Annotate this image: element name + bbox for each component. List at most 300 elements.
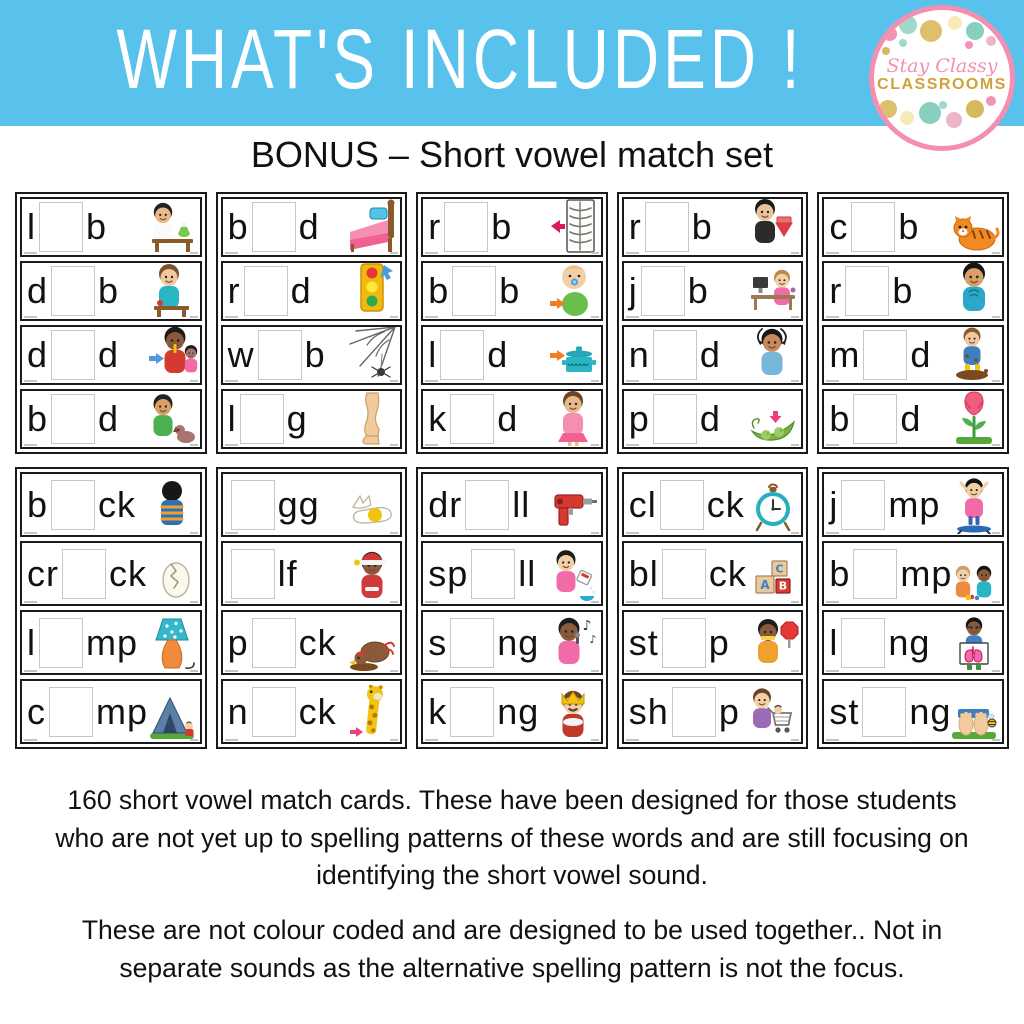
card-group — [617, 467, 809, 749]
missing-vowel-box — [853, 394, 897, 444]
logo-dot — [986, 36, 996, 46]
card-fine-print — [225, 316, 238, 319]
missing-vowel-box — [39, 618, 83, 668]
card-coda-letters: g — [286, 398, 308, 439]
word-card — [822, 610, 1004, 675]
card-coda-letters: ck — [298, 690, 337, 732]
logo-dot — [900, 111, 914, 125]
svg-text:♪: ♪ — [582, 618, 592, 634]
missing-vowel-box — [845, 266, 889, 316]
card-fine-print — [626, 380, 639, 383]
card-onset-letters: l — [829, 621, 839, 663]
card-fine-print — [425, 252, 438, 255]
card-onset-letters: k — [428, 690, 448, 732]
girl-at-computer-desk-icon — [747, 262, 799, 318]
card-coda-letters: ng — [497, 621, 540, 663]
word-card — [20, 610, 202, 675]
word-card — [622, 541, 804, 606]
bonus-set-subtitle: BONUS – Short vowel match set — [250, 134, 774, 175]
missing-vowel-box — [252, 202, 296, 252]
card-coda-letters: ck — [109, 552, 147, 594]
brand-logo — [869, 5, 1015, 151]
card-group — [817, 192, 1009, 454]
lamp-icon — [146, 616, 198, 672]
card-onset-letters: m — [829, 334, 861, 375]
girl-jumping-trampoline-icon — [948, 478, 1000, 534]
card-fine-print — [591, 316, 599, 319]
card-fine-print — [992, 532, 1000, 535]
logo-dot — [919, 102, 941, 124]
card-fine-print — [626, 670, 639, 673]
card-fine-print — [826, 670, 839, 673]
logo-dot — [920, 20, 942, 42]
feet-bee-sting-icon — [948, 685, 1000, 741]
word-card — [421, 541, 603, 606]
missing-vowel-box — [240, 394, 284, 444]
word-card — [221, 541, 403, 606]
card-onset-letters: j — [628, 270, 638, 311]
card-fine-print — [24, 739, 37, 742]
missing-vowel-box — [662, 618, 706, 668]
missing-vowel-box — [653, 330, 697, 380]
card-fine-print — [425, 316, 438, 319]
card-fine-print — [826, 532, 839, 535]
spider-web-icon — [346, 326, 398, 382]
card-coda-letters: d — [290, 270, 312, 311]
elf-girl-icon — [346, 547, 398, 603]
card-onset-letters: b — [829, 552, 851, 594]
missing-vowel-box — [440, 330, 484, 380]
card-onset-letters: b — [829, 398, 851, 439]
card-coda-letters: b — [98, 270, 120, 311]
card-coda-letters: d — [298, 206, 320, 247]
card-onset-letters: st — [628, 621, 659, 663]
card-section — [15, 192, 1009, 454]
card-onset-letters: l — [27, 206, 36, 247]
missing-vowel-box — [452, 266, 496, 316]
word-card — [822, 541, 1004, 606]
card-onset-letters: l — [227, 398, 237, 439]
card-coda-letters: ng — [909, 690, 952, 732]
cracked-egg-icon — [146, 547, 198, 603]
card-onset-letters: sp — [428, 552, 469, 594]
logo-dot — [966, 22, 984, 40]
boy-in-mud-icon — [948, 326, 1000, 382]
logo-dot — [946, 112, 962, 128]
word-card — [822, 197, 1004, 257]
card-onset-letters: b — [27, 398, 49, 439]
missing-vowel-box — [244, 266, 288, 316]
card-fine-print — [591, 252, 599, 255]
card-fine-print — [591, 670, 599, 673]
logo-dot — [883, 27, 897, 41]
card-fine-print — [791, 601, 799, 604]
card-onset-letters: b — [27, 483, 49, 525]
card-coda-letters: b — [491, 206, 513, 247]
word-card — [20, 261, 202, 321]
dad-and-daughter-icon — [146, 326, 198, 382]
missing-vowel-box — [231, 549, 275, 599]
card-fine-print — [225, 532, 238, 535]
page-title: WHAT'S INCLUDED ! — [116, 11, 804, 107]
card-coda-letters: ll — [512, 483, 531, 525]
missing-vowel-box — [662, 549, 706, 599]
baby-with-bib-icon — [547, 262, 599, 318]
missing-vowel-box — [841, 618, 885, 668]
pot-with-lid-icon — [547, 326, 599, 382]
card-coda-letters: b — [86, 206, 108, 247]
missing-vowel-box — [653, 394, 697, 444]
missing-vowel-box — [645, 202, 689, 252]
card-coda-letters: d — [487, 334, 509, 375]
card-coda-letters: mp — [86, 621, 139, 663]
card-fine-print — [190, 532, 198, 535]
card-fine-print — [992, 670, 1000, 673]
mom-with-shopping-cart-icon — [747, 685, 799, 741]
card-coda-letters: b — [898, 206, 920, 247]
word-card — [822, 472, 1004, 537]
word-card — [622, 389, 804, 449]
kid-with-lung-poster-icon — [948, 616, 1000, 672]
card-fine-print — [626, 739, 639, 742]
card-onset-letters: d — [27, 334, 49, 375]
word-card — [622, 197, 804, 257]
card-fine-print — [24, 252, 37, 255]
giraffe-neck-icon — [346, 685, 398, 741]
rib-skeleton-icon — [547, 198, 599, 254]
card-fine-print — [626, 601, 639, 604]
card-coda-letters: ck — [706, 483, 745, 525]
card-fine-print — [225, 670, 238, 673]
card-fine-print — [24, 316, 37, 319]
word-card — [421, 261, 603, 321]
card-group — [617, 192, 809, 454]
logo-text — [874, 57, 1010, 94]
boy-from-behind-icon — [146, 478, 198, 534]
tiger-cub-icon — [948, 198, 1000, 254]
word-card — [421, 389, 603, 449]
missing-vowel-box — [672, 687, 716, 737]
missing-vowel-box — [471, 549, 515, 599]
card-fine-print — [826, 380, 839, 383]
card-fine-print — [190, 252, 198, 255]
card-onset-letters: k — [428, 398, 448, 439]
king-icon — [547, 685, 599, 741]
card-onset-letters: p — [628, 398, 650, 439]
card-fine-print — [826, 601, 839, 604]
svg-text:♪: ♪ — [589, 633, 597, 646]
word-card — [421, 679, 603, 744]
card-fine-print — [390, 670, 398, 673]
card-coda-letters: ng — [888, 621, 931, 663]
missing-vowel-box — [450, 394, 494, 444]
missing-vowel-box — [862, 687, 906, 737]
missing-vowel-box — [851, 202, 895, 252]
card-fine-print — [190, 739, 198, 742]
missing-vowel-box — [62, 549, 106, 599]
card-onset-letters: c — [829, 206, 849, 247]
card-fine-print — [390, 316, 398, 319]
card-onset-letters: d — [27, 270, 49, 311]
card-coda-letters: d — [699, 398, 721, 439]
card-fine-print — [390, 532, 398, 535]
card-coda-letters: mp — [96, 690, 149, 732]
robber-with-gem-icon — [747, 198, 799, 254]
card-fine-print — [24, 532, 37, 535]
card-fine-print — [390, 252, 398, 255]
camping-tent-icon — [146, 685, 198, 741]
card-onset-letters: cl — [628, 483, 657, 525]
word-card — [221, 610, 403, 675]
card-fine-print — [390, 380, 398, 383]
card-onset-letters: n — [628, 334, 650, 375]
card-group — [216, 192, 408, 454]
card-group — [216, 467, 408, 749]
missing-vowel-box — [841, 480, 885, 530]
card-fine-print — [992, 380, 1000, 383]
card-coda-letters: mp — [888, 483, 941, 525]
card-onset-letters: st — [829, 690, 860, 732]
missing-vowel-box — [51, 394, 95, 444]
card-group — [15, 467, 207, 749]
girl-singing-icon — [547, 616, 599, 672]
card-onset-letters: w — [227, 334, 255, 375]
leg-icon — [346, 390, 398, 446]
card-fine-print — [826, 739, 839, 742]
tulip-bud-icon — [948, 390, 1000, 446]
girl-spilling-milk-icon — [547, 547, 599, 603]
missing-vowel-box — [39, 202, 83, 252]
boy-rubbing-tummy-icon — [948, 262, 1000, 318]
card-fine-print — [425, 739, 438, 742]
card-group — [15, 192, 207, 454]
missing-vowel-box — [853, 549, 897, 599]
missing-vowel-box — [450, 687, 494, 737]
card-fine-print — [190, 380, 198, 383]
card-fine-print — [225, 739, 238, 742]
missing-vowel-box — [465, 480, 509, 530]
card-fine-print — [626, 252, 639, 255]
card-coda-letters: b — [304, 334, 326, 375]
alarm-clock-icon — [747, 478, 799, 534]
logo-dot — [948, 16, 962, 30]
card-fine-print — [591, 601, 599, 604]
card-fine-print — [992, 601, 1000, 604]
logo-dot — [939, 101, 947, 109]
card-onset-letters: l — [27, 621, 36, 663]
word-card — [221, 389, 403, 449]
card-grid — [15, 192, 1009, 762]
pecking-chicken-icon — [346, 616, 398, 672]
word-card — [221, 679, 403, 744]
card-fine-print — [425, 532, 438, 535]
card-onset-letters: dr — [428, 483, 463, 525]
card-coda-letters: d — [98, 398, 120, 439]
card-onset-letters: b — [428, 270, 450, 311]
card-fine-print — [826, 252, 839, 255]
word-card — [221, 261, 403, 321]
card-onset-letters: c — [27, 690, 46, 732]
card-onset-letters: cr — [27, 552, 59, 594]
missing-vowel-box — [450, 618, 494, 668]
missing-vowel-box — [252, 687, 296, 737]
card-coda-letters: ng — [497, 690, 540, 732]
card-fine-print — [190, 316, 198, 319]
power-drill-icon — [547, 478, 599, 534]
card-fine-print — [791, 380, 799, 383]
card-coda-letters: ck — [298, 621, 337, 663]
card-fine-print — [591, 739, 599, 742]
word-card — [622, 679, 804, 744]
card-onset-letters: r — [829, 270, 843, 311]
description-text — [40, 782, 984, 1004]
word-card — [20, 472, 202, 537]
word-card — [20, 197, 202, 257]
card-onset-letters: n — [227, 690, 249, 732]
word-card — [421, 197, 603, 257]
svg-text:A: A — [760, 578, 771, 592]
card-onset-letters: r — [227, 270, 241, 311]
logo-dot — [965, 41, 973, 49]
word-card — [221, 197, 403, 257]
card-fine-print — [24, 380, 37, 383]
girl-kid-icon — [547, 390, 599, 446]
card-fine-print — [791, 739, 799, 742]
card-coda-letters: b — [691, 206, 713, 247]
card-coda-letters: d — [497, 398, 519, 439]
broken-egg-yolk-icon — [346, 478, 398, 534]
card-group — [416, 467, 608, 749]
card-fine-print — [390, 444, 398, 447]
card-fine-print — [390, 601, 398, 604]
word-card — [622, 325, 804, 385]
card-fine-print — [591, 380, 599, 383]
card-onset-letters: sh — [628, 690, 669, 732]
svg-text:C: C — [775, 562, 784, 576]
card-coda-letters: d — [98, 334, 120, 375]
word-card — [822, 389, 1004, 449]
word-card — [221, 325, 403, 385]
card-fine-print — [24, 601, 37, 604]
missing-vowel-box — [231, 480, 275, 530]
toy-blocks-icon — [747, 547, 799, 603]
card-coda-letters: d — [910, 334, 932, 375]
card-fine-print — [791, 444, 799, 447]
logo-dot — [882, 47, 890, 55]
card-coda-letters: ck — [708, 552, 747, 594]
card-group — [817, 467, 1009, 749]
card-coda-letters: ll — [518, 552, 537, 594]
word-card — [421, 610, 603, 675]
logo-dot — [986, 96, 996, 106]
logo-line1: Stay Classy — [886, 55, 998, 77]
word-card — [822, 679, 1004, 744]
word-card — [421, 325, 603, 385]
logo-dot — [879, 100, 897, 118]
logo-dot — [899, 16, 917, 34]
word-card — [822, 325, 1004, 385]
missing-vowel-box — [49, 687, 93, 737]
missing-vowel-box — [641, 266, 685, 316]
card-fine-print — [390, 739, 398, 742]
card-fine-print — [24, 670, 37, 673]
missing-vowel-box — [252, 618, 296, 668]
card-fine-print — [791, 316, 799, 319]
card-onset-letters: b — [227, 206, 249, 247]
boy-nodding-icon — [747, 326, 799, 382]
card-fine-print — [425, 444, 438, 447]
card-coda-letters: d — [699, 334, 721, 375]
card-fine-print — [791, 252, 799, 255]
missing-vowel-box — [51, 480, 95, 530]
description-paragraph-1: 160 short vowel match cards. These have been designed for those students who are not yet up to spelling patterns of these words and are still focusing on identifying the short vowel sound. — [55, 785, 969, 891]
card-fine-print — [591, 532, 599, 535]
word-card — [20, 389, 202, 449]
card-coda-letters: b — [687, 270, 709, 311]
word-card — [221, 472, 403, 537]
card-fine-print — [225, 252, 238, 255]
card-fine-print — [190, 670, 198, 673]
card-coda-letters: p — [718, 690, 740, 732]
card-fine-print — [826, 444, 839, 447]
card-fine-print — [992, 739, 1000, 742]
word-card — [622, 610, 804, 675]
bed-icon — [346, 198, 398, 254]
card-section — [15, 467, 1009, 749]
kids-bumping-icon — [948, 547, 1000, 603]
word-card — [20, 325, 202, 385]
crossing-guard-stop-sign-icon — [747, 616, 799, 672]
card-fine-print — [190, 601, 198, 604]
logo-dot — [966, 100, 984, 118]
card-fine-print — [225, 380, 238, 383]
missing-vowel-box — [258, 330, 302, 380]
word-card — [622, 261, 804, 321]
card-coda-letters: d — [900, 398, 922, 439]
card-coda-letters: lf — [277, 552, 298, 594]
word-card — [20, 679, 202, 744]
card-coda-letters: mp — [900, 552, 953, 594]
card-fine-print — [992, 316, 1000, 319]
card-coda-letters: p — [708, 621, 730, 663]
boy-with-puppy-icon — [146, 390, 198, 446]
card-fine-print — [626, 532, 639, 535]
card-fine-print — [791, 532, 799, 535]
scientist-at-table-icon — [146, 198, 198, 254]
card-fine-print — [992, 252, 1000, 255]
card-fine-print — [992, 444, 1000, 447]
card-onset-letters: s — [428, 621, 448, 663]
card-onset-letters: j — [829, 483, 839, 525]
word-card — [822, 261, 1004, 321]
card-coda-letters: b — [499, 270, 521, 311]
card-coda-letters: b — [892, 270, 914, 311]
missing-vowel-box — [863, 330, 907, 380]
word-card — [622, 472, 804, 537]
card-onset-letters: l — [428, 334, 438, 375]
missing-vowel-box — [444, 202, 488, 252]
card-fine-print — [425, 670, 438, 673]
card-coda-letters: gg — [277, 483, 320, 525]
card-fine-print — [791, 670, 799, 673]
missing-vowel-box — [660, 480, 704, 530]
card-fine-print — [225, 444, 238, 447]
card-onset-letters: r — [428, 206, 442, 247]
logo-dot — [899, 39, 907, 47]
card-fine-print — [24, 444, 37, 447]
missing-vowel-box — [51, 266, 95, 316]
description-paragraph-2: These are not colour coded and are designed to be used together.. Not in separate sounds as the alternative spelling pattern is not the focus. — [81, 914, 943, 983]
